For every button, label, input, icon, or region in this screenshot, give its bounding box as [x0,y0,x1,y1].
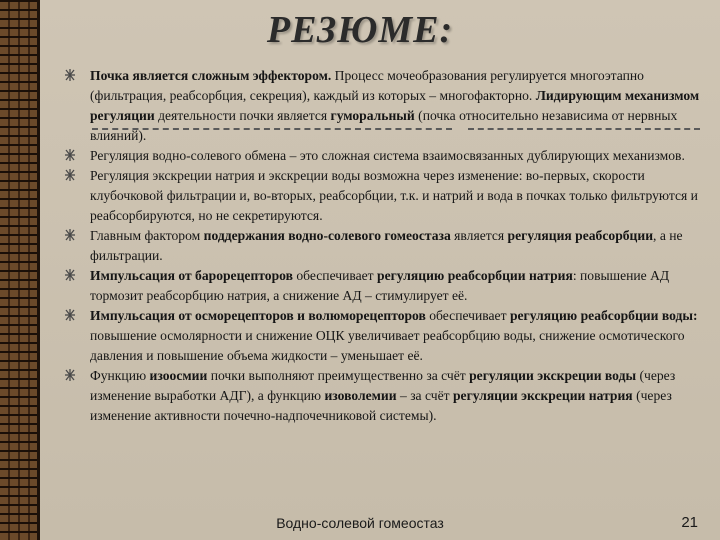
bullet-text-bold: Лидирующим механизмом регуляции [90,88,700,123]
bullet-item [62,366,710,426]
bullet-ornament-icon [64,308,76,322]
bullet-text-bold: регуляцию реабсорбции натрия [377,268,573,283]
slide-title: РЕЗЮМЕ: [266,9,454,51]
bullet-list [62,66,710,426]
bullet-text: (почка относительно независима от нервных влияний). [90,108,678,143]
bullet-text: : повышение АД тормозит реабсорбцию натрия, а снижение АД – стимулирует её. [90,268,670,303]
bullet-text: – за счёт [396,388,453,403]
bullet-ornament-icon [64,228,76,242]
bullet-text: Функцию [90,368,150,383]
bullet-text: обеспечивает [425,308,510,323]
bullet-text-bold: Импульсация от осморецепторов и волюморецепторов [90,308,426,323]
slide-footer: Водно-солевой гомеостаз [276,515,444,531]
bullet-text-bold: гуморальный [330,108,415,123]
bullet-text-bold: поддержания водно-солевого гомеостаза [203,228,451,243]
bullet-item [62,166,710,226]
bullet-item [62,306,710,366]
bullet-ornament-icon [64,368,76,382]
bullet-text: Главным фактором [90,228,204,243]
bullet-text: обеспечивает [292,268,378,283]
bullet-text-bold: Почка является сложным эффектором. [90,68,332,83]
bullet-text: , а не фильтрации. [90,228,683,263]
bullet-item [62,146,710,166]
bullet-item [62,66,710,146]
decorative-dashed-line [468,128,700,130]
bullet-text: повышение осмолярности и снижение ОЦК увеличивает реабсорбцию воды, снижение осмотического давления и повышение объема жидкости – уменьшает её. [90,328,685,363]
bullet-item [62,266,710,306]
bullet-ornament-icon [64,268,76,282]
bullet-ornament-icon [64,148,76,162]
decorative-dashed-line [92,128,452,130]
bullet-text-bold: регуляция реабсорбции [507,228,654,243]
bullet-text: Регуляция экскреции натрия и экскреции воды возможна через изменение: во-первых, скорости клубочковой фильтрации и, во-вторых, реабсорбции, т.к. и натрий и вода в почках только фильтруются и реабсорбируются, но не секретируются. [90,168,698,223]
bullet-ornament-icon [64,68,76,82]
bullet-text: Регуляция водно-солевого обмена – это сложная система взаимосвязанных дублирующих механизмов. [90,148,685,163]
bullet-text: (через изменение активности почечно-надпочечниковой системы). [90,388,672,423]
bullet-text: Процесс мочеобразования регулируется многоэтапно (фильтрация, реабсорбция, секреция), каждый из которых – многофакторно. [90,68,644,103]
bullet-text-bold: регуляцию реабсорбции воды: [509,308,698,323]
decorative-side-strip [0,0,40,540]
bullet-text-bold: регуляции экскреции воды [469,368,637,383]
bullet-ornament-icon [64,168,76,182]
bullet-text-bold: изоосмии [149,368,208,383]
bullet-item [62,226,710,266]
bullet-text: является [450,228,508,243]
page-number: 21 [681,514,698,531]
bullet-text-bold: изоволемии [324,388,397,403]
bullet-text-bold: Импульсация от барорецепторов [90,268,293,283]
bullet-text-bold: регуляции экскреции натрия [452,388,633,403]
bullet-text: деятельности почки является [154,108,331,123]
bullet-text: (через изменение выработки АДГ), а функцию [90,368,676,403]
bullet-text: почки выполняют преимущественно за счёт [207,368,470,383]
